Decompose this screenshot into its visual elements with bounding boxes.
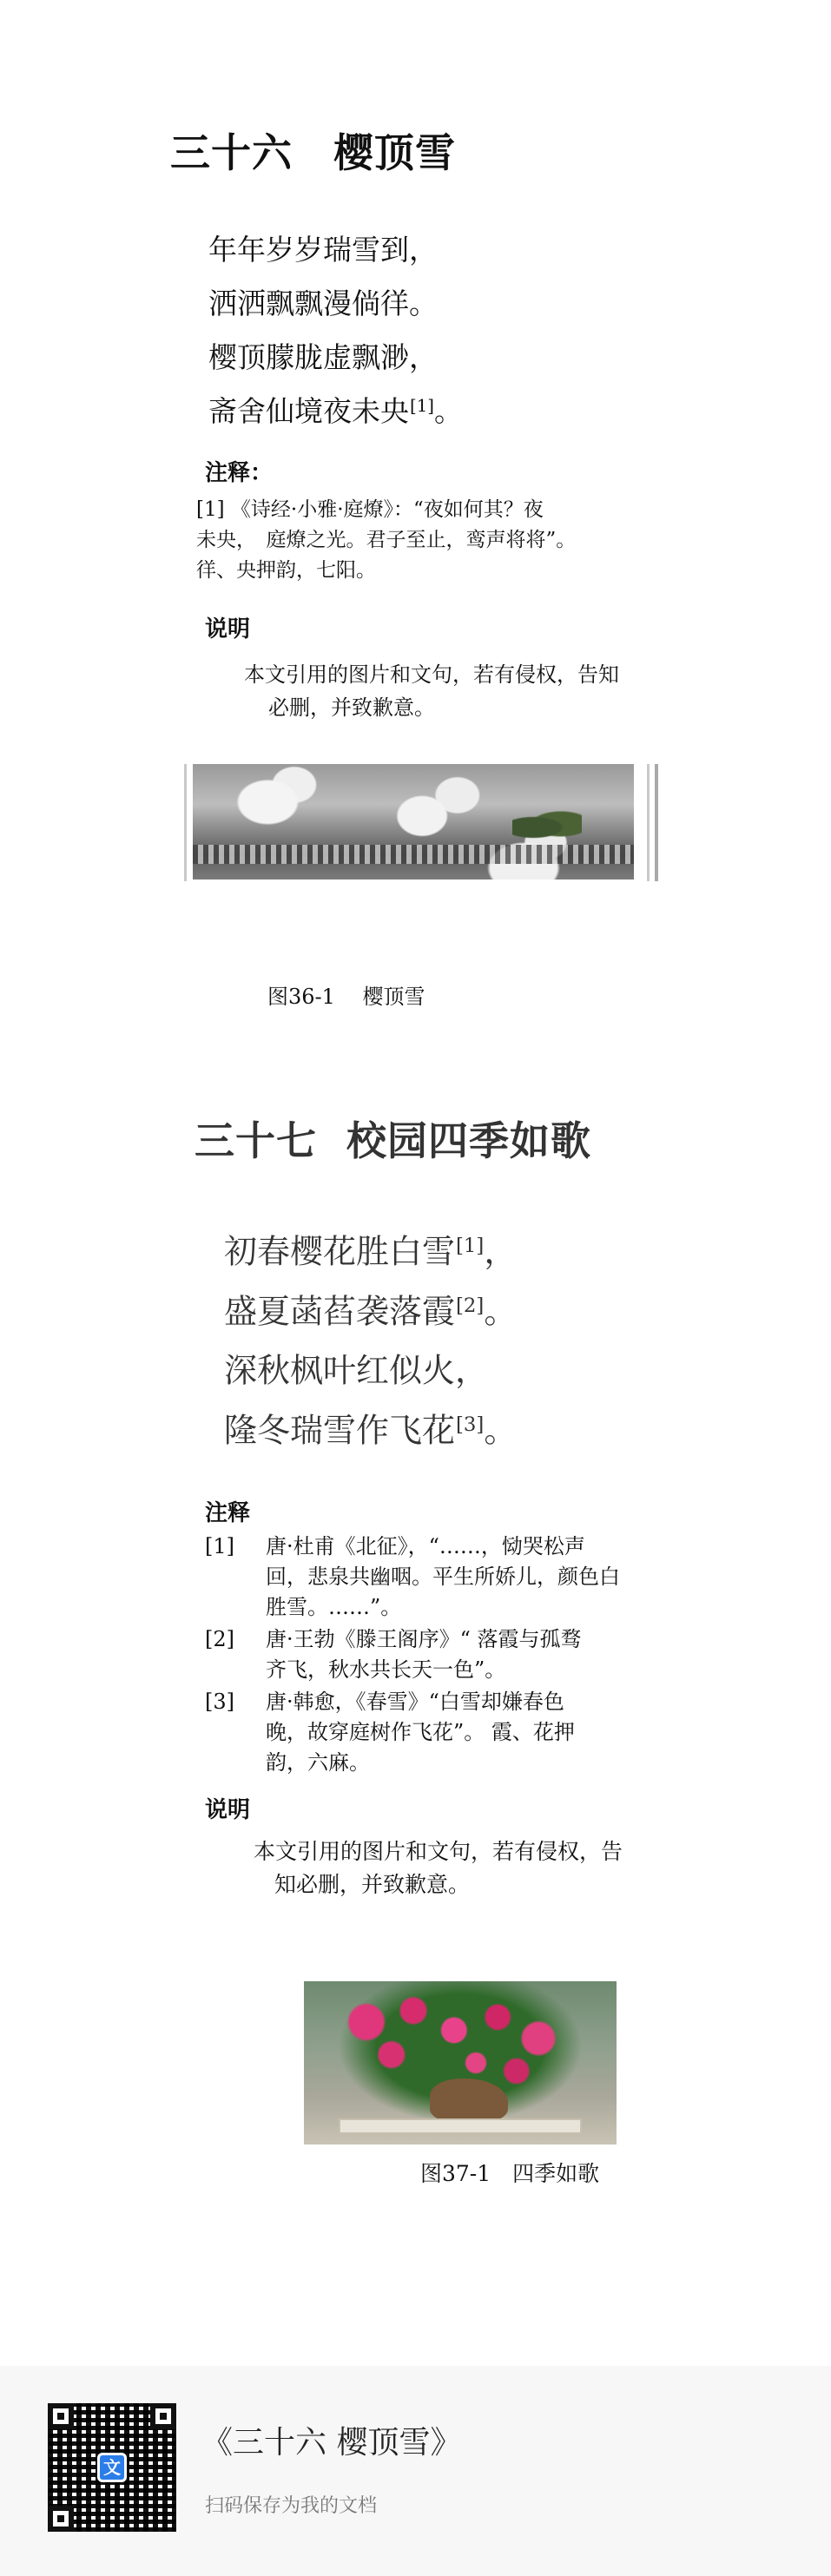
photo-frame-right [647,764,650,881]
poem-line: 初春樱花胜白雪[1]， [224,1232,518,1271]
section-36-title: 三十六 樱顶雪 [170,129,456,176]
qr-finder [150,2403,176,2429]
photo-frame-right-outer [655,764,658,881]
notes-36 [196,495,576,586]
note-line: 唐·杜甫《北征》，“……，恸哭松声 [266,1534,585,1558]
poem-37 [224,1219,517,1457]
note-item [205,1532,691,1623]
notes-37 [205,1532,691,1778]
poem-line: 盛夏菡萏袭落霞[2]。 [224,1292,518,1331]
notes-heading: 注释： [205,460,274,486]
note-item [205,1624,691,1685]
poem-line: 樱顶朦胧虚飘渺， [208,339,438,374]
qr-finder [48,2506,74,2532]
pot-shape [339,2118,582,2134]
notes-heading: 注释 [205,1500,251,1526]
explain-36 [244,658,619,724]
trunk-shape [430,2079,508,2122]
poem-36 [208,221,463,436]
note-number: [1] [205,1534,234,1558]
poem-line: 斋舍仙境夜未央[1]。 [208,393,464,428]
explain-line: 本文引用的图片和文句，若有侵权，告 [254,1839,623,1864]
figure-caption: 图37-1 四季如歌 [420,2161,600,2186]
poem-line: 隆冬瑞雪作飞花[3]。 [224,1411,518,1450]
note-item [205,1687,691,1778]
explain-line: 本文引用的图片和文句，若有侵权，告知 [244,662,619,687]
qr-code[interactable] [48,2403,176,2532]
note-line: 齐飞，秋水共长天一色”。 [266,1657,506,1682]
note-line: 韵，六麻。 [266,1750,370,1775]
document-app-icon: 文 [97,2453,127,2482]
qr-finder [48,2403,74,2429]
poem-line: 年年岁岁瑞雪到， [208,232,438,267]
note-line: 唐·王勃《滕王阁序》“ 落霞与孤骛 [266,1627,582,1651]
snow-photo [193,764,634,880]
explain-heading: 说明 [205,1797,251,1823]
note-line: 未央， 庭燎之光。君子至止，鸾声将将”。 [196,529,577,551]
footer-bar [0,2366,831,2576]
section-37-title: 三十七 校园四季如歌 [195,1117,592,1164]
leaves-shape [512,810,582,845]
explain-line: 必删，并致歉意。 [268,695,435,720]
explain-line: 知必删，并致歉意。 [274,1872,471,1897]
footer-document-title: 《三十六 樱顶雪》 [201,2425,462,2461]
note-line: 徉、央押韵，七阳。 [196,559,376,582]
footer-save-hint[interactable]: 扫码保存为我的文档 [205,2495,378,2517]
note-number: [2] [205,1627,234,1651]
bonsai-photo [304,1981,617,2144]
note-line: 晚，故穿庭树作飞花”。 霞、花押 [266,1720,575,1744]
note-line: [1] 《诗经·小雅·庭燎》：“夜如何其？夜 [196,498,544,521]
poem-line: 洒洒飘飘漫倘徉。 [208,286,438,320]
photo-frame-left [184,764,187,881]
note-number: [3] [205,1690,234,1714]
note-line: 胜雪。……”。 [266,1595,402,1619]
note-line: 唐·韩愈，《春雪》“白雪却嫌春色 [266,1690,564,1714]
poem-line: 深秋枫叶红似火， [224,1351,489,1390]
railing-shape [193,845,634,864]
figure-caption: 图36-1 樱顶雪 [267,985,425,1009]
note-line: 回，悲泉共幽咽。平生所娇儿，颜色白 [266,1565,620,1589]
explain-37 [254,1835,623,1901]
explain-heading: 说明 [205,616,251,642]
